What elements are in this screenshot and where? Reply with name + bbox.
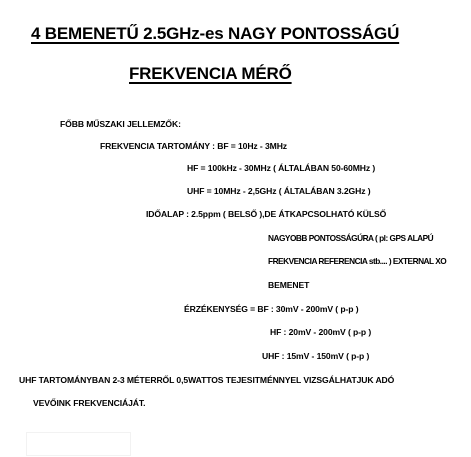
spec-line-frequency-range-hf: HF = 100kHz - 30MHz ( ÁLTALÁBAN 50-60MHz ) bbox=[187, 163, 376, 173]
spec-line-timebase-cont-1: NAGYOBB PONTOSSÁGÚRA ( pl: GPS ALAPÚ bbox=[268, 233, 434, 243]
title-line-1: 4 BEMENETŰ 2.5GHz-es NAGY PONTOSSÁGÚ bbox=[31, 24, 400, 43]
spec-line-sensitivity-uhf: UHF : 15mV - 150mV ( p-p ) bbox=[262, 351, 370, 361]
spec-line-timebase-cont-2: FREKVENCIA REFERENCIA stb.... ) EXTERNAL XO bbox=[268, 256, 447, 266]
spec-line-uhf-test-note-cont: VEVŐINK FREKVENCIÁJÁT. bbox=[33, 398, 146, 408]
spec-line-frequency-range-bf: FREKVENCIA TARTOMÁNY : BF = 10Hz - 3MHz bbox=[100, 141, 288, 151]
spec-line-timebase-cont-3: BEMENET bbox=[268, 280, 310, 290]
spec-line-sensitivity-bf: ÉRZÉKENYSÉG = BF : 30mV - 200mV ( p-p ) bbox=[184, 304, 359, 314]
spec-line-uhf-test-note: UHF TARTOMÁNYBAN 2-3 MÉTERRŐL 0,5WATTOS TEJESITMÉNNYEL VIZSGÁLHATJUK ADÓ bbox=[19, 375, 395, 385]
title-line-2: FREKVENCIA MÉRŐ bbox=[129, 64, 292, 83]
section-heading: FŐBB MŰSZAKI JELLEMZŐK: bbox=[60, 119, 181, 129]
spec-line-timebase: IDŐALAP : 2.5ppm ( BELSŐ ),DE ÁTKAPCSOLHATÓ KÜLSŐ bbox=[146, 209, 387, 219]
spec-line-sensitivity-hf: HF : 20mV - 200mV ( p-p ) bbox=[270, 327, 372, 337]
spec-line-frequency-range-uhf: UHF = 10MHz - 2,5GHz ( ÁLTALÁBAN 3.2GHz ) bbox=[187, 186, 371, 196]
empty-box bbox=[26, 432, 131, 456]
